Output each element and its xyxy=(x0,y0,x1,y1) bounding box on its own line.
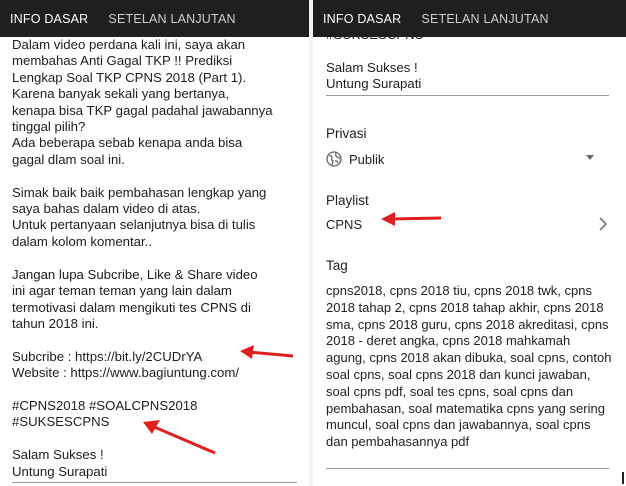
playlist-label: Playlist xyxy=(326,193,369,208)
left-panel xyxy=(0,0,309,486)
description-underline xyxy=(12,482,297,483)
description-tail-text[interactable]: Salam Sukses ! Untung Surapati xyxy=(326,59,422,92)
playlist-value: CPNS xyxy=(326,216,363,232)
privacy-dropdown[interactable] xyxy=(326,149,612,169)
text-cursor xyxy=(622,472,624,484)
playlist-selector[interactable] xyxy=(326,214,612,234)
right-panel xyxy=(313,0,626,486)
description-text[interactable]: Dalam video perdana kali ini, saya akan membahas Anti Gagal TKP !! Prediksi Lengkap Soal TKP CPNS 2018 (Part 1). Karena banyak sekali yang bertanya, kenapa bisa TKP gagal padahal jawabannya tinggal pilih? Ada beberapa sebab kenapa anda bisa gagal dlam soal ini. Simak baik baik pembahasan lengkap yang saya bahas dalam video di atas. Untuk pertanyaan selanjutnya bisa di tulis dalam kolom komentar.. Jangan lupa Subcribe, Like & Share video ini agar teman teman yang lain dalam termotivasi dalam mengikuti tes CPNS di tahun 2018 ini. Subcribe : https://bit.ly/2CUDrYA Website : https://www.bagiuntung.com/ #CPNS2018 #SOALCPNS2018 #SUKSESCPNS Salam Sukses ! Untung Surapati xyxy=(12,37,273,479)
tab-info-dasar[interactable]: INFO DASAR xyxy=(323,11,402,26)
globe-icon xyxy=(326,151,342,167)
privacy-value: Publik xyxy=(349,151,385,167)
red-arrow-icon xyxy=(379,208,445,228)
tab-setelan-lanjutan[interactable]: SETELAN LANJUTAN xyxy=(421,11,549,26)
tab-info-dasar[interactable]: INFO DASAR xyxy=(10,11,89,26)
tag-label: Tag xyxy=(326,258,348,273)
description-underline xyxy=(326,95,609,96)
chevron-right-icon xyxy=(598,217,608,231)
privacy-label: Privasi xyxy=(326,126,367,141)
tag-underline xyxy=(326,468,609,469)
dropdown-caret-icon xyxy=(586,155,594,160)
red-arrow-icon xyxy=(140,418,220,458)
tag-field[interactable]: cpns2018, cpns 2018 tiu, cpns 2018 twk, cpns 2018 tahap 2, cpns 2018 tahap akhir, cpns 2018 sma, cpns 2018 guru, cpns 2018 akreditasi, cpns 2018 - deret angka, cpns 2018 mahkamah agung, cpns 2018 akan dibuka, soal cpns, contoh soal cpns, soal cpns 2018 dan kunci jawaban, soal cpns pdf, soal tes cpns, soal cpns dan pembahasan, soal matematika cpns yang sering muncul, soal cpns dan jawabannya, soal cpns dan pembahasannya pdf xyxy=(326,283,612,450)
tab-bar xyxy=(313,0,626,37)
tab-setelan-lanjutan[interactable]: SETELAN LANJUTAN xyxy=(108,11,236,26)
tab-bar xyxy=(0,0,309,37)
red-arrow-icon xyxy=(238,344,298,364)
